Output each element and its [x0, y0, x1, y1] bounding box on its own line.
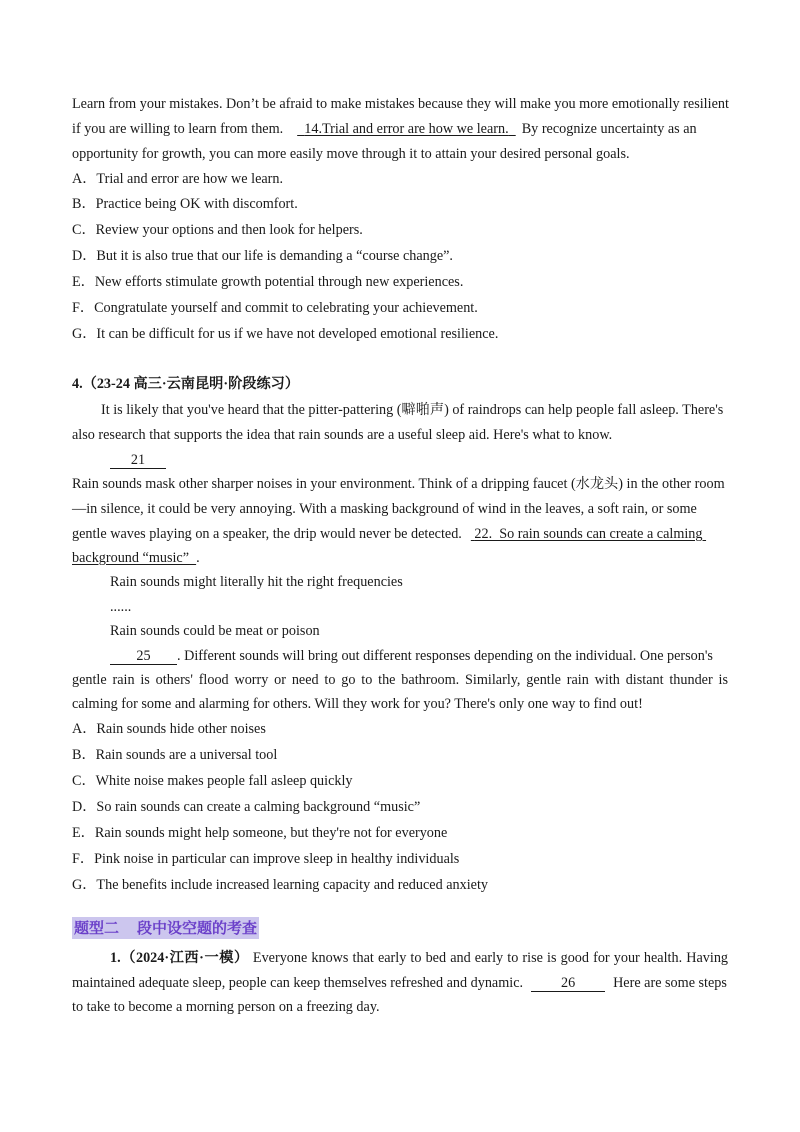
q4-para-line-4: background “music” . — [72, 550, 200, 566]
section-label: 题型二 — [74, 919, 120, 937]
q1-blank-26: 26 — [531, 976, 605, 992]
q4-subheading-1: Rain sounds might literally hit the right frequencies — [110, 574, 403, 590]
q4-para-line-2: —in silence, it could be very annoying. With a masking background of wind in the leaves, a soft rain, or some — [72, 501, 697, 517]
option-c: C．Review your options and then look for helpers. — [72, 222, 363, 238]
q4-blank-25: 25 — [110, 649, 177, 665]
passage3-line-2-post: By recognize uncertainty as an — [521, 121, 697, 137]
section-heading — [72, 917, 259, 939]
q4-blank-21: 21 — [110, 451, 166, 469]
q4-para-line-1: Rain sounds mask other sharper noises in your environment. Think of a dripping faucet (水龙头) in the other room — [72, 476, 725, 492]
q1-line-2: maintained adequate sleep, people can keep themselves refreshed and dynamic. 26 Here are some steps — [72, 975, 727, 991]
option-g: G．It can be difficult for us if we have not developed emotional resilience. — [72, 326, 499, 342]
passage3-line-2-pre: if you are willing to learn from them. — [72, 121, 284, 137]
answer-14: 14.Trial and error are how we learn. — [304, 121, 509, 137]
q4-para-line-7: calming for some and alarming for others. Will they work for you? There's only one way to find out! — [72, 696, 643, 712]
q4-intro-line-2: also research that supports the idea that rain sounds are a useful sleep aid. Here's what to know. — [72, 427, 613, 443]
q4-option-d: D．So rain sounds can create a calming background “music” — [72, 799, 421, 815]
q4-option-a: A．Rain sounds hide other noises — [72, 721, 266, 737]
question-1-header: 1.（2024·江西·一模） — [110, 950, 249, 966]
option-b: B．Practice being OK with discomfort. — [72, 196, 298, 212]
q4-option-b: B．Rain sounds are a universal tool — [72, 747, 278, 763]
q4-para-line-5: 25 . Different sounds will bring out different responses depending on the individual. One person's — [110, 647, 713, 665]
passage3-line-2 — [72, 120, 697, 138]
answer-22: 22. So rain sounds can create a calming — [474, 526, 703, 542]
q4-option-c: C．White noise makes people fall asleep quickly — [72, 773, 353, 789]
option-e: E．New efforts stimulate growth potential through new experiences. — [72, 274, 464, 290]
q4-subheading-2: Rain sounds could be meat or poison — [110, 623, 320, 639]
q4-ellipsis: ...... — [110, 599, 132, 615]
q4-intro-line-1: It is likely that you've heard that the pitter-pattering (噼啪声) of raindrops can help people fall asleep. There's — [101, 402, 724, 418]
q4-option-f: F．Pink noise in particular can improve sleep in healthy individuals — [72, 851, 460, 867]
q4-para-line-6: gentle rain is others' flood worry or need to go to the bathroom. Similarly, gentle rain with distant thunder is — [72, 672, 728, 688]
option-f: F．Congratulate yourself and commit to celebrating your achievement. — [72, 300, 478, 316]
q1-line-3: to take to become a morning person on a freezing day. — [72, 999, 380, 1015]
q4-para-line-3: gentle waves playing on a speaker, the drip would never be detected. 22. So rain sounds can create a calming — [72, 525, 706, 543]
section-title: 段中设空题的考查 — [137, 919, 258, 937]
passage3-line-1: Learn from your mistakes. Don’t be afraid to make mistakes because they will make you more emotionally resilient — [72, 96, 729, 112]
q4-option-g: G．The benefits include increased learning capacity and reduced anxiety — [72, 877, 488, 893]
option-a: A．Trial and error are how we learn. — [72, 171, 284, 187]
option-d: D．But it is also true that our life is demanding a “course change”. — [72, 248, 453, 264]
answer-22-cont: background “music” — [72, 550, 190, 566]
question-4-header: 4.（23-24 高三·云南昆明·阶段练习） — [72, 376, 300, 392]
q4-option-e: E．Rain sounds might help someone, but they're not for everyone — [72, 825, 448, 841]
q1-line-1: 1.（2024·江西·一模） Everyone knows that early to bed and early to rise is good for your health. Having — [110, 950, 729, 966]
passage3-line-3: opportunity for growth, you can more easily move through it to attain your desired personal goals. — [72, 146, 630, 162]
